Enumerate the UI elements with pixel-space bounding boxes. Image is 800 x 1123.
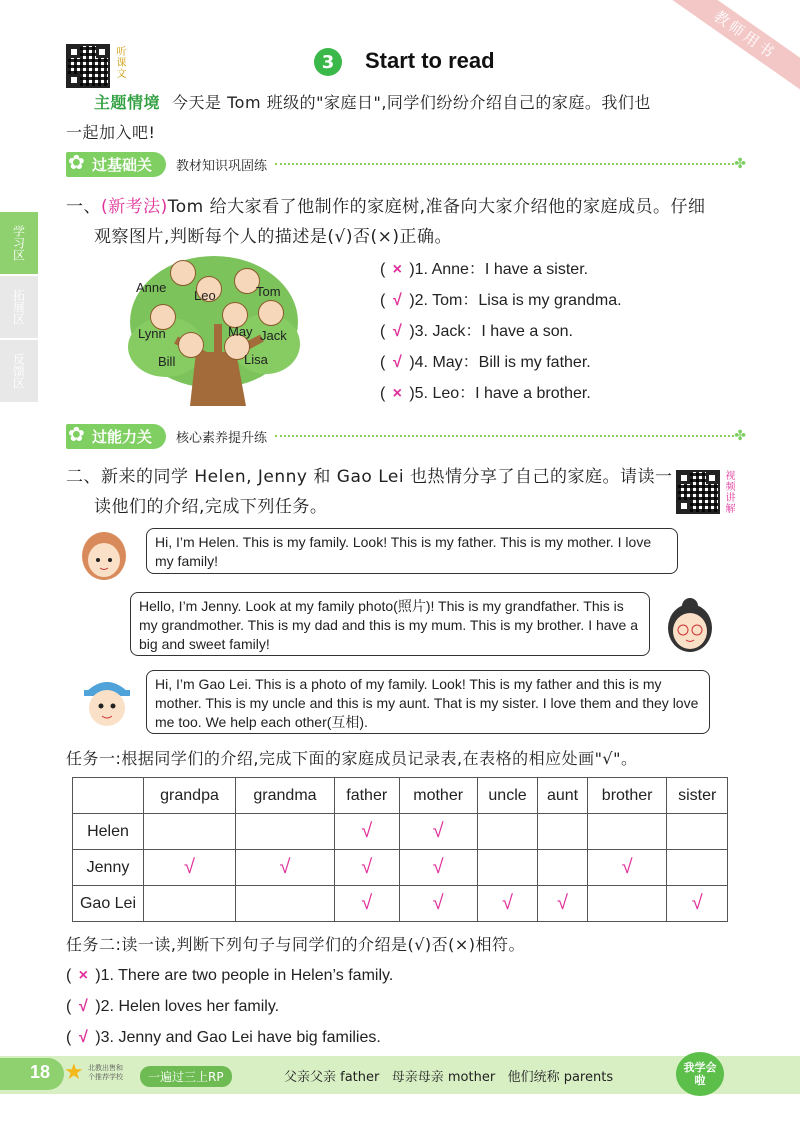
q2-line-2: 读他们的介绍,完成下列任务。 xyxy=(94,497,328,517)
series-name: 一遍过三上RP xyxy=(140,1066,232,1087)
tree-name-anne: Anne xyxy=(136,280,167,295)
listen-qr-code[interactable] xyxy=(66,44,110,88)
tree-name-jack: Jack xyxy=(260,328,287,343)
check-cell[interactable] xyxy=(587,814,667,850)
check-cell[interactable] xyxy=(236,886,335,922)
table-header-cell: grandpa xyxy=(144,778,236,814)
side-tab-feedback[interactable]: 反馈区 xyxy=(0,340,38,402)
q1-line-1: Tom 给大家看了他制作的家庭树,准备向大家介绍他的家庭成员。仔细 xyxy=(167,197,706,217)
section-divider xyxy=(275,435,734,437)
check-cell[interactable] xyxy=(477,814,537,850)
q2-instructions xyxy=(66,462,676,522)
answer-mark[interactable]: √ xyxy=(392,323,402,340)
q2-number: 二、 xyxy=(66,467,101,487)
check-cell[interactable] xyxy=(477,850,537,886)
list-item: ( √ )4. May：Bill is my father. xyxy=(380,347,622,378)
check-cell[interactable]: √ xyxy=(334,850,399,886)
family-record-table xyxy=(72,777,728,922)
check-cell[interactable] xyxy=(667,814,728,850)
section-basic-subtitle: 教材知识巩固练 xyxy=(176,158,268,174)
list-item: ( √ )2. Tom：Lisa is my grandma. xyxy=(380,285,622,316)
q1-line-2: 观察图片,判断每个人的描述是(√)否(×)正确。 xyxy=(94,227,453,247)
table-header-cell xyxy=(73,778,144,814)
table-header-row xyxy=(73,778,728,814)
row-name: Jenny xyxy=(73,850,144,886)
tree-name-lisa: Lisa xyxy=(244,352,268,367)
table-row xyxy=(73,850,728,886)
check-cell[interactable]: √ xyxy=(399,850,477,886)
side-tab-extend[interactable]: 拓展区 xyxy=(0,276,38,338)
tree-name-leo: Leo xyxy=(194,288,216,303)
table-row xyxy=(73,886,728,922)
tree-name-may: May xyxy=(228,324,253,339)
intro-line-2: 一起加入吧! xyxy=(66,123,156,142)
list-item: ( √ )3. Jack：I have a son. xyxy=(380,316,622,347)
check-cell[interactable] xyxy=(538,850,588,886)
answer-mark[interactable]: × xyxy=(78,967,88,984)
answer-mark[interactable]: √ xyxy=(392,292,402,309)
helen-avatar xyxy=(80,530,128,582)
learned-badge[interactable]: 我学会啦 xyxy=(676,1052,724,1096)
table-header-cell: uncle xyxy=(477,778,537,814)
check-cell[interactable] xyxy=(587,886,667,922)
jenny-speech-bubble: Hello, I’m Jenny. Look at my family photo(照片)! This is my grandfather. This is my grandmother. This is my dad and this is my mum. This is my brother. I have a big and sweet family! xyxy=(130,592,650,656)
tree-name-bill: Bill xyxy=(158,354,176,369)
family-tree-illustration xyxy=(126,252,302,406)
gaolei-avatar xyxy=(82,672,132,728)
section-basic-bar xyxy=(66,152,746,176)
list-item: ( √ )2. Helen loves her family. xyxy=(66,991,393,1022)
section-ability-tag: ✿ 过能力关 xyxy=(66,424,166,449)
face-bill xyxy=(178,332,204,358)
clover-icon: ✤ xyxy=(734,428,746,444)
check-cell[interactable]: √ xyxy=(667,886,728,922)
task2-judgement-list xyxy=(66,960,393,1053)
section-basic-tag: ✿ 过基础关 xyxy=(66,152,166,177)
answer-mark[interactable]: √ xyxy=(78,998,88,1015)
vocab-tip: 父亲父亲 father 母亲母亲 mother 他们统称 parents xyxy=(284,1070,614,1085)
row-name: Helen xyxy=(73,814,144,850)
check-cell[interactable] xyxy=(667,850,728,886)
face-anne xyxy=(170,260,196,286)
clover-icon: ✤ xyxy=(734,156,746,172)
page-number: 18 xyxy=(30,1062,51,1082)
row-name: Gao Lei xyxy=(73,886,144,922)
intro-label: 主题情境 xyxy=(94,93,161,112)
face-jack xyxy=(258,300,284,326)
section-divider xyxy=(275,163,734,165)
q1-instructions xyxy=(66,192,746,252)
check-cell[interactable]: √ xyxy=(587,850,667,886)
list-item: ( × )1. There are two people in Helen’s family. xyxy=(66,960,393,991)
table-row xyxy=(73,814,728,850)
helen-speech-bubble: Hi, I’m Helen. This is my family. Look! This is my father. This is my mother. I love my family! xyxy=(146,528,678,574)
check-cell[interactable]: √ xyxy=(538,886,588,922)
listen-qr-label: 听课文 xyxy=(114,46,125,79)
list-item: ( × )5. Leo：I have a brother. xyxy=(380,378,622,409)
answer-mark[interactable]: × xyxy=(392,385,402,402)
table-header-cell: brother xyxy=(587,778,667,814)
intro-line-1: 今天是 Tom 班级的"家庭日",同学们纷纷介绍自己的家庭。我们也 xyxy=(172,93,651,112)
check-cell[interactable]: √ xyxy=(236,850,335,886)
check-cell[interactable] xyxy=(144,814,236,850)
table-header-cell: grandma xyxy=(236,778,335,814)
list-item: ( × )1. Anne：I have a sister. xyxy=(380,254,622,285)
brand-caption: 北教出售和 个推荐学校 xyxy=(88,1064,123,1081)
unit-title: Start to read xyxy=(365,48,495,73)
table-header-cell: father xyxy=(334,778,399,814)
answer-mark[interactable]: × xyxy=(392,261,402,278)
jenny-avatar xyxy=(664,596,716,654)
table-header-cell: sister xyxy=(667,778,728,814)
answer-mark[interactable]: √ xyxy=(78,1029,88,1046)
check-cell[interactable] xyxy=(538,814,588,850)
check-cell[interactable] xyxy=(144,886,236,922)
intro-paragraph xyxy=(66,88,746,148)
section-ability-bar xyxy=(66,424,746,448)
check-cell[interactable]: √ xyxy=(334,814,399,850)
q2-line-1: 新来的同学 Helen, Jenny 和 Gao Lei 也热情分享了自己的家庭。请读一 xyxy=(101,467,673,487)
task2-instructions: 任务二:读一读,判断下列句子与同学们的介绍是(√)否(×)相符。 xyxy=(66,935,526,954)
answer-mark[interactable]: √ xyxy=(392,354,402,371)
list-item: ( √ )3. Jenny and Gao Lei have big families. xyxy=(66,1022,393,1053)
check-cell[interactable]: √ xyxy=(334,886,399,922)
section-ability-subtitle: 核心素养提升练 xyxy=(176,430,268,446)
table-header-cell: mother xyxy=(399,778,477,814)
check-cell[interactable]: √ xyxy=(399,814,477,850)
q1-new-tag: (新考法) xyxy=(101,197,168,217)
check-cell[interactable]: √ xyxy=(144,850,236,886)
side-tabs xyxy=(0,212,38,402)
tree-name-tom: Tom xyxy=(256,284,281,299)
check-cell[interactable] xyxy=(236,814,335,850)
unit-number-badge: 3 xyxy=(314,48,342,76)
side-tab-study[interactable]: 学习区 xyxy=(0,212,38,274)
check-cell[interactable]: √ xyxy=(399,886,477,922)
tree-name-lynn: Lynn xyxy=(138,326,166,341)
brand-star-icon: ★ xyxy=(64,1060,84,1085)
task1-instructions: 任务一:根据同学们的介绍,完成下面的家庭成员记录表,在表格的相应处画"√"。 xyxy=(66,749,638,768)
gaolei-speech-bubble: Hi, I’m Gao Lei. This is a photo of my family. Look! This is my father and this is my mother. This is my uncle and this is my aunt. That is my sister. I love them and they love me too. We help each other(互相). xyxy=(146,670,710,734)
q1-number: 一、 xyxy=(66,197,101,217)
check-cell[interactable]: √ xyxy=(477,886,537,922)
video-qr-code[interactable] xyxy=(676,470,720,514)
teacher-edition-ribbon: 教师用书 xyxy=(660,0,800,100)
q1-judgement-list xyxy=(380,254,622,409)
video-qr-label: 视频讲解 xyxy=(723,470,734,514)
table-header-cell: aunt xyxy=(538,778,588,814)
